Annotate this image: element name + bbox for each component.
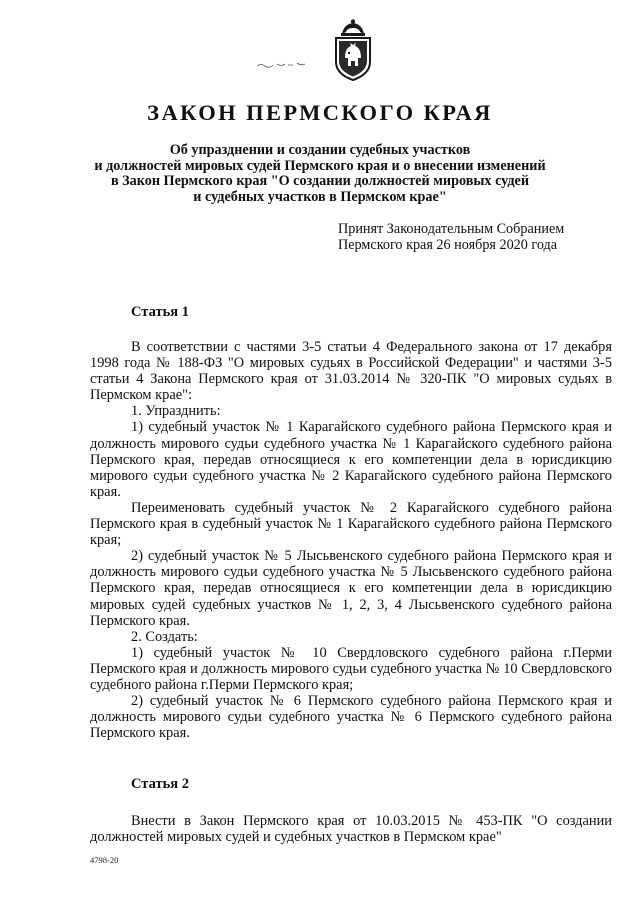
subtitle-line: в Закон Пермского края "О создании должностей мировых судей bbox=[110, 173, 530, 190]
law-subtitle bbox=[90, 143, 550, 205]
article-2-heading: Статья 2 bbox=[131, 776, 189, 792]
adoption-line: Принят Законодательным Собранием bbox=[338, 221, 565, 237]
paragraph: Внести в Закон Пермского края от 10.03.2015 № 453-ПК "О создании должностей мировых судей и судебных участков в Пермском крае" bbox=[90, 813, 612, 846]
coat-of-arms-icon bbox=[330, 18, 376, 82]
paragraph: 2) судебный участок № 6 Пермского судебного района Пермского края и должность мирового судьи судебного участка № 6 Пермского судебного района Пермского края. bbox=[90, 693, 612, 742]
scribble-mark bbox=[255, 60, 307, 70]
paragraph: Переименовать судебный участок № 2 Карагайского судебного района Пермского края в судебный участок № 1 Карагайского судебного района Пермского края; bbox=[90, 499, 612, 549]
adoption-note bbox=[338, 222, 618, 253]
paragraph: 1) судебный участок № 1 Карагайского судебного района Пермского края и должность мирового судьи судебного участка № 1 Карагайского судебного района Пермского края, передав относящиеся к его компетенции дела в юрисдикцию мирового судьи судебного участка № 2 Карагайского судебного района Пермского края. bbox=[90, 419, 612, 500]
article-1-body bbox=[90, 339, 612, 741]
subtitle-line: и должностей мировых судей Пермского края и о внесении изменений bbox=[94, 157, 546, 174]
subtitle-line: Об упразднении и создании судебных участков bbox=[169, 142, 471, 158]
paragraph: 2) судебный участок № 5 Лысьвенского судебного района Пермского края и должность мирового судьи судебного участка № 5 Лысьвенского судебного района Пермского края, передав относящиеся к его компетенции дела в юрисдикцию мировых судей судебных участков № 1, 2, 3, 4 Лысьвенского судебного района Пермского края. bbox=[90, 548, 612, 629]
document-code: 4798-20 bbox=[90, 855, 119, 865]
paragraph: 2. Создать: bbox=[131, 628, 198, 645]
paragraph: В соответствии с частями 3-5 статьи 4 Федерального закона от 17 декабря 1998 года № 188-ФЗ "О мировых судьях в Российской Федерации" и частями 3-5 статьи 4 Закона Пермского края от 31.03.2014 № 320-ПК "О мировых судьях в Пермском крае": bbox=[90, 339, 612, 404]
article-1-heading: Статья 1 bbox=[131, 304, 189, 320]
subtitle-line: и судебных участков в Пермском крае" bbox=[193, 188, 447, 205]
adoption-line: Пермского края 26 ноября 2020 года bbox=[338, 236, 558, 253]
article-2-body bbox=[90, 813, 612, 845]
paragraph: 1) судебный участок № 10 Свердловского судебного района г.Перми Пермского края и должность мирового судьи судебного участка № 10 Свердловского судебного района г.Перми Пермского края; bbox=[90, 644, 612, 693]
paragraph: 1. Упразднить: bbox=[131, 403, 221, 420]
law-title: ЗАКОН ПЕРМСКОГО КРАЯ bbox=[147, 100, 493, 125]
